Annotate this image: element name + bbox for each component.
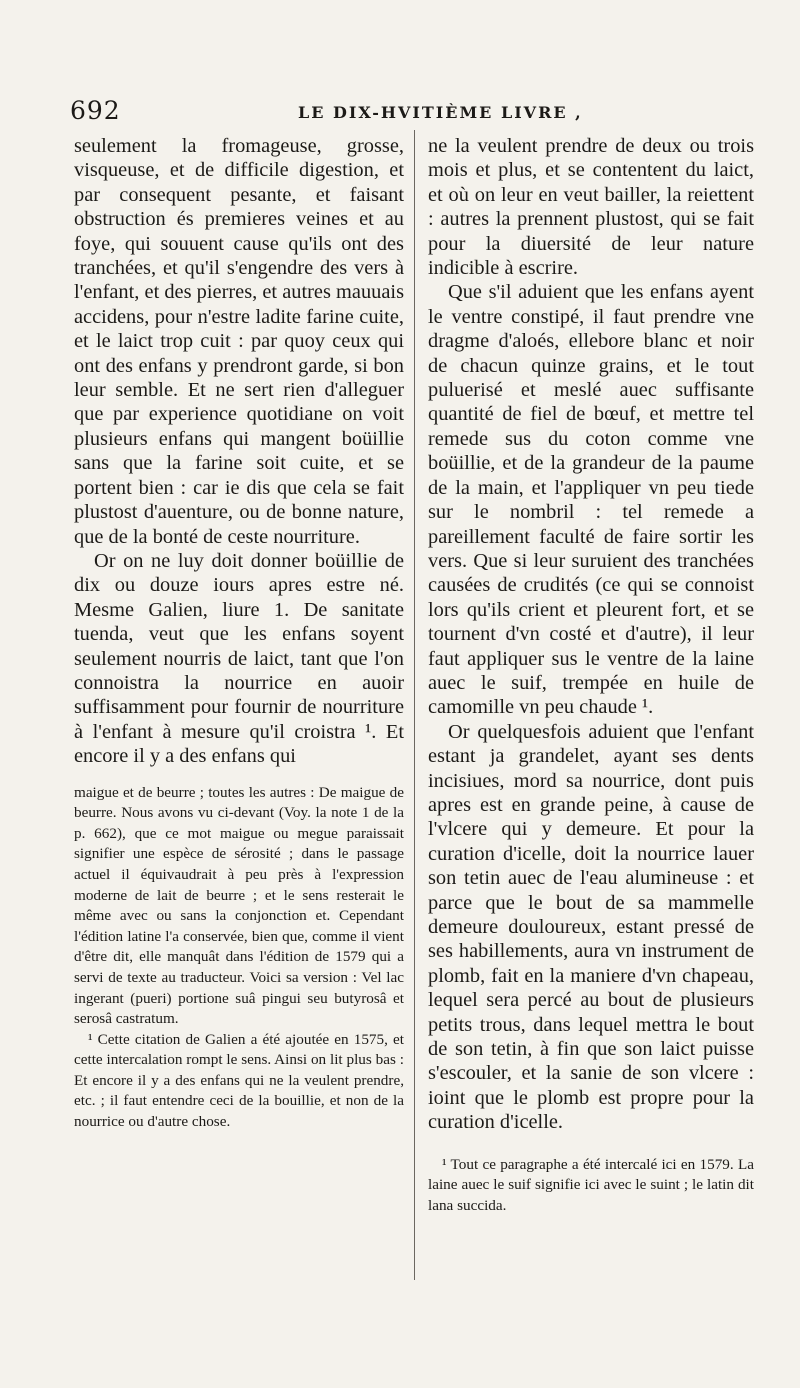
- right-footnote-1: ¹ Tout ce paragraphe a été intercalé ici en 1579. La laine auec le suif signifie ici avec le suint ; le latin dit lana succida.: [428, 1155, 754, 1214]
- left-paragraph-2: Or on ne luy doit donner boüillie de dix ou douze iours apres estre né. Mesme Galien, liure 1. De sanitate tuenda, veut que les enfans soyent seulement nourris de laict, tant que l'on connoistra la nourrice en auoir suffisamment pour fournir de nourriture à l'enfant à mesure qu'il croistra ¹. Et encore il y a des enfans qui: [74, 549, 404, 768]
- right-paragraph-2: Que s'il aduient que les enfans ayent le ventre constipé, il faut prendre vne dragme d'aloés, ellebore blanc et noir de chacun quinze grains, et le tout puluerisé et meslé auec suffisante quantité de fiel de bœuf, et mettre tel remede sus du coton comme vne boüillie, et de la grandeur de la paume de la main, et l'appliquer vn peu tiede sur le nombril : tel remede a pareillement faculté de faire sortir les vers. Que si leur suruient des tranchées causées de crudités (ce qui se connoist lors qu'ils crient et pleurent fort, et se tournent d'vn costé et d'autre), il leur faut appliquer sus le ventre de la laine auec le suif, trempée en huile de camomille vn peu chaude ¹.: [428, 281, 754, 719]
- left-column: [74, 134, 404, 1133]
- right-paragraph-1: ne la veulent prendre de deux ou trois mois et plus, et se contentent du laict, et où on leur en veut bailler, la reiettent : autres la prennent plustost, qui se fait pour la diuersité de leur nature indicible à escrire.: [428, 135, 754, 280]
- left-footnotes: [74, 783, 404, 1133]
- left-footnote-1: maigue et de beurre ; toutes les autres : De maigue de beurre. Nous avons vu ci-devant (Voy. la note 1 de la p. 662), que ce mot maigue ou megue paraissait signifier une espèce de sérosité ; dans le passage actuel il équivaudrait à peu près à l'expression moderne de lait de beurre ; et le sens resterait le même avec ou sans la conjonction et. Cependant l'édition latine l'a conservée, bien que, comme il vient d'être dit, elle manquât dans l'édition de 1579 qui a servi de texte au traducteur. Voici sa version : Vel lac ingerant (pueri) portione suâ pingui seu butyrosâ et serosâ castratum.: [74, 783, 404, 1028]
- page-header: [70, 96, 770, 130]
- running-title: LE DIX-HVITIÈME LIVRE ,: [298, 103, 583, 122]
- column-divider: [414, 130, 415, 1280]
- left-body-text: [74, 134, 404, 769]
- right-column: [428, 134, 754, 1216]
- right-body-text: [428, 134, 754, 1135]
- left-paragraph-1: seulement la fromageuse, grosse, visqueuse, et de difficile digestion, et par consequent pesante, et faisant obstruction és premieres veines et au foye, qui souuent cause qu'ils ont des tranchées, et qu'il s'engendre des vers à l'enfant, et des pierres, et autres mauuais accidens, pour n'estre ladite farine cuite, et le laict trop cuit : par quoy ceux qui ont des enfans y prendront garde, si bon leur semble. Et ne sert rien d'alleguer que par experience quotidiane on voit plusieurs enfans qui mangent boüillie sans que la farine soit cuite, et se portent bien : car ie dis que cela se fait plustost d'auenture, ou de bonne nature, que de la bonté de ceste nourriture.: [74, 135, 404, 548]
- right-paragraph-3: Or quelquesfois aduient que l'enfant estant ja grandelet, ayant ses dents incisiues, mord sa nourrice, dont puis apres est en grande peine, à cause de l'vlcere qui y demeure. Et pour la curation d'icelle, doit la nourrice lauer son tetin auec de l'eau alumineuse : et parce que le bout de sa mammelle demeure douloureux, estant pressé de ses habillements, aura vn instrument de plomb, fait en la maniere d'vn chapeau, lequel sera percé au bout de plusieurs petits trous, dans lequel mettra le bout de son tetin, à fin que son laict puisse s'escouler, et la sanie de son vlcere : ioint que le plomb est propre pour la curation d'icelle.: [428, 720, 754, 1134]
- right-footnotes: [428, 1155, 754, 1217]
- left-footnote-2: ¹ Cette citation de Galien a été ajoutée en 1575, et cette intercalation rompt le sens. Ainsi on lit plus bas : Et encore il y a des enfans qui ne la veulent prendre, etc. ; il faut entendre ceci de la bouillie, et non de la nourrice ou d'autre chose.: [74, 1030, 404, 1131]
- page-number: 692: [70, 96, 121, 125]
